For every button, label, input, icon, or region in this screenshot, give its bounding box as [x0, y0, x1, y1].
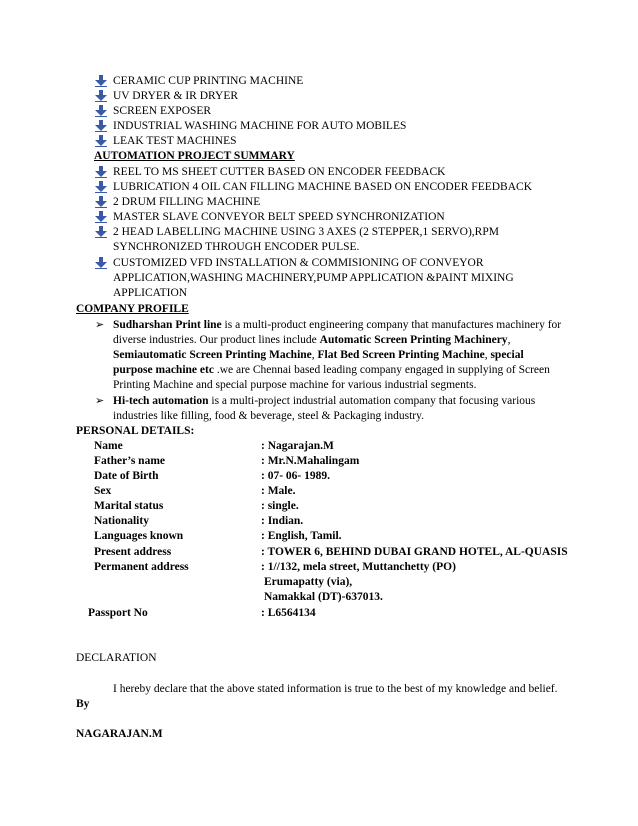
detail-label: Present address	[94, 546, 172, 558]
by-label: By	[76, 698, 90, 710]
list-item: UV DRYER & IR DRYER	[113, 90, 239, 102]
signature-name: NAGARAJAN.M	[76, 728, 163, 740]
text: ,	[484, 349, 491, 361]
list-item: CERAMIC CUP PRINTING MACHINE	[113, 75, 304, 87]
list-item: LEAK TEST MACHINES	[113, 135, 237, 147]
detail-label: Marital status	[94, 500, 164, 512]
bullet-arrow-icon	[95, 181, 107, 193]
list-item: LUBRICATION 4 OIL CAN FILLING MACHINE BASED ON ENCODER FEEDBACK	[113, 181, 532, 193]
detail-value: : 1//132, mela street, Muttanchetty (PO)	[261, 561, 456, 573]
text: ,	[311, 349, 318, 361]
text: is a multi-product engineering company that manufactures machinery for	[221, 319, 562, 331]
detail-value: : English, Tamil.	[261, 530, 342, 542]
list-item: 2 DRUM FILLING MACHINE	[113, 196, 261, 208]
bullet-arrow-icon	[95, 90, 107, 102]
detail-value: : Nagarajan.M	[261, 440, 334, 452]
bullet-arrow-icon	[95, 75, 107, 87]
text: is a multi-project industrial automation company that focusing various	[208, 395, 536, 407]
company-paragraph-line	[113, 394, 535, 409]
arrow-bullet-icon: ➢	[95, 319, 105, 331]
bullet-arrow-icon	[95, 166, 107, 178]
list-item-continuation: APPLICATION	[113, 287, 188, 299]
address-continuation: Namakkal (DT)-637013.	[264, 591, 383, 603]
automation-heading: AUTOMATION PROJECT SUMMARY	[94, 150, 295, 162]
passport-label: Passport No	[88, 607, 148, 619]
bullet-arrow-icon	[95, 211, 107, 223]
detail-value: : TOWER 6, BEHIND DUBAI GRAND HOTEL, AL-QUASIS	[261, 546, 568, 558]
detail-value: : single.	[261, 500, 299, 512]
detail-label: Date of Birth	[94, 470, 159, 482]
detail-label: Sex	[94, 485, 112, 497]
product-name: Semiautomatic Screen Printing Machine	[113, 349, 312, 361]
company-name: Sudharshan Print line	[113, 319, 222, 331]
list-item: 2 HEAD LABELLING MACHINE USING 3 AXES (2 STEPPER,1 SERVO),RPM	[113, 226, 499, 238]
bullet-arrow-icon	[95, 196, 107, 208]
detail-label: Permanent address	[94, 561, 189, 573]
detail-label: Father’s name	[94, 455, 165, 467]
declaration-text: I hereby declare that the above stated information is true to the best of my knowledge and belief.	[113, 683, 558, 695]
company-paragraph-line	[113, 348, 524, 363]
list-item: CUSTOMIZED VFD INSTALLATION & COMMISIONING OF CONVEYOR	[113, 257, 484, 269]
text: .we are Chennai based leading company engaged in supplying of Screen	[213, 364, 550, 376]
declaration-heading: DECLARATION	[76, 652, 157, 664]
detail-value: : Mr.N.Mahalingam	[261, 455, 360, 467]
bullet-arrow-icon	[95, 105, 107, 117]
bullet-arrow-icon	[95, 226, 107, 238]
detail-value: : Male.	[261, 485, 296, 497]
arrow-bullet-icon: ➢	[95, 395, 105, 407]
address-continuation: Erumapatty (via),	[264, 576, 353, 588]
company-paragraph-line	[113, 333, 510, 348]
detail-label: Languages known	[94, 530, 184, 542]
company-paragraph-line	[113, 363, 550, 378]
bullet-arrow-icon	[95, 135, 107, 147]
bullet-arrow-icon	[95, 257, 107, 269]
text: diverse industries. Our product lines include	[113, 334, 320, 346]
list-item: MASTER SLAVE CONVEYOR BELT SPEED SYNCHRONIZATION	[113, 211, 445, 223]
company-paragraph-line	[113, 318, 561, 333]
detail-value: : 07- 06- 1989.	[261, 470, 330, 482]
list-item: INDUSTRIAL WASHING MACHINE FOR AUTO MOBILES	[113, 120, 407, 132]
list-item: REEL TO MS SHEET CUTTER BASED ON ENCODER FEEDBACK	[113, 166, 446, 178]
product-name: Automatic Screen Printing Machinery	[319, 334, 508, 346]
company-paragraph-line: industries like filling, food & beverage, steel & Packaging industry.	[113, 410, 424, 422]
company-profile-heading: COMPANY PROFILE	[76, 303, 189, 315]
product-name: special	[490, 349, 524, 361]
text: ,	[507, 334, 511, 346]
product-name: purpose machine etc	[113, 364, 214, 376]
company-name: Hi-tech automation	[113, 395, 209, 407]
list-item-continuation: APPLICATION,WASHING MACHINERY,PUMP APPLICATION &PAINT MIXING	[113, 272, 514, 284]
list-item-continuation: SYNCHRONIZED THROUGH ENCODER PULSE.	[113, 241, 360, 253]
product-name: Flat Bed Screen Printing Machine	[317, 349, 485, 361]
detail-label: Name	[94, 440, 123, 452]
company-paragraph-line: Printing Machine and special purpose machine for various industrial segments.	[113, 379, 477, 391]
detail-label: Nationality	[94, 515, 149, 527]
personal-details-heading: PERSONAL DETAILS:	[76, 425, 195, 437]
passport-value: : L6564134	[261, 607, 316, 619]
list-item: SCREEN EXPOSER	[113, 105, 212, 117]
bullet-arrow-icon	[95, 120, 107, 132]
detail-value: : Indian.	[261, 515, 304, 527]
